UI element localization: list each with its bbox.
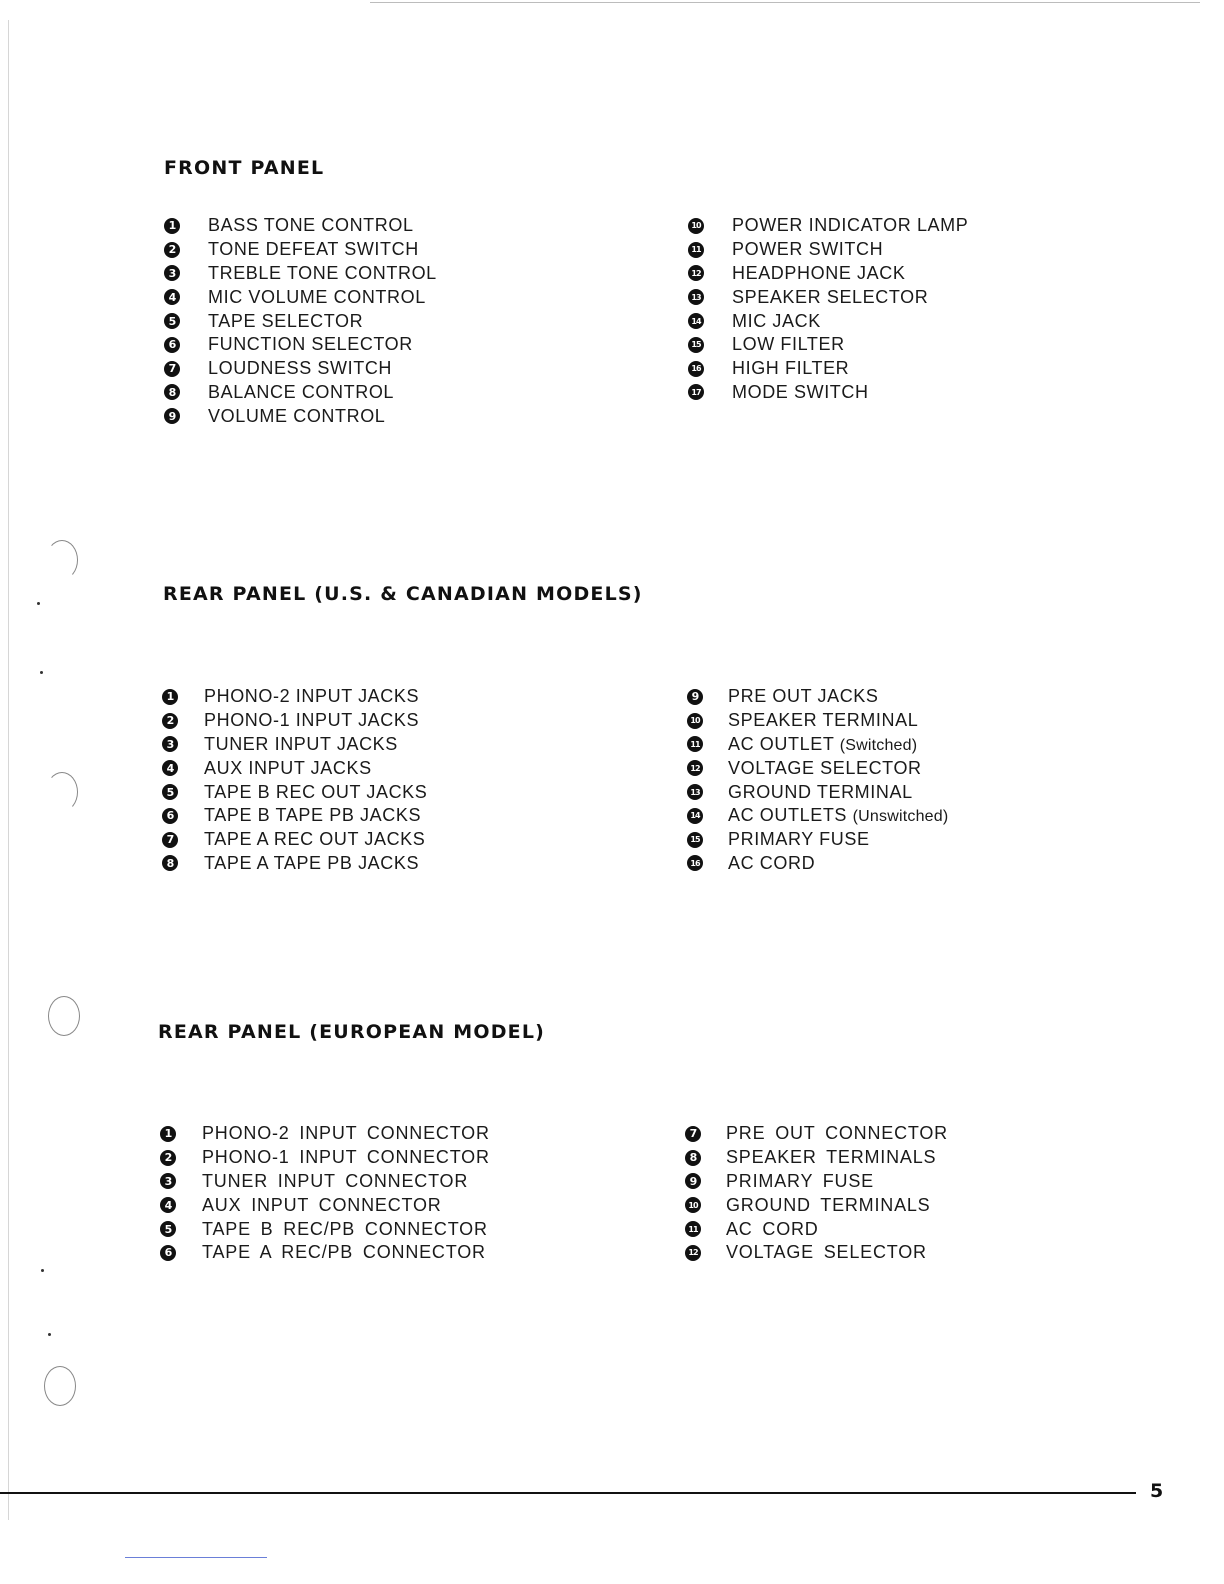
rear-panel-us-title: REAR PANEL (U.S. & CANADIAN MODELS): [163, 583, 643, 605]
binder-hole: [44, 1366, 76, 1406]
item-label: TONE DEFEAT SWITCH: [208, 239, 419, 260]
front-panel-left-list: [164, 214, 437, 428]
item-label-note: (Unswitched): [852, 808, 949, 826]
list-item: [164, 404, 437, 428]
item-label: PRE OUT JACKS: [728, 686, 879, 707]
number-badge: 7: [164, 361, 180, 377]
number-badge: 9: [687, 689, 703, 705]
item-label: PRE OUT CONNECTOR: [726, 1123, 948, 1144]
list-item: [685, 1122, 948, 1146]
list-item: [164, 309, 437, 333]
binder-hole: [48, 996, 80, 1036]
rear-panel-eu-left-list: [160, 1122, 490, 1265]
number-badge: 10: [687, 713, 703, 729]
scan-speck: [37, 602, 40, 605]
item-label: AC CORD: [728, 852, 816, 873]
number-badge: 5: [160, 1221, 176, 1237]
number-badge: 10: [685, 1197, 701, 1213]
item-label: GROUND TERMINAL: [728, 781, 913, 802]
list-item: [687, 685, 948, 709]
item-label: PHONO-2 INPUT CONNECTOR: [202, 1123, 490, 1144]
number-badge: 17: [688, 384, 704, 400]
rear-panel-eu-title: REAR PANEL (EUROPEAN MODEL): [158, 1021, 546, 1043]
list-item: [162, 685, 427, 709]
item-label: AC CORD: [726, 1218, 819, 1239]
list-item: [688, 309, 968, 333]
item-label: PHONO-1 INPUT CONNECTOR: [202, 1147, 490, 1168]
item-label: [728, 805, 948, 826]
list-item: [160, 1241, 490, 1265]
list-item: [687, 780, 948, 804]
list-item: [164, 333, 437, 357]
number-badge: 3: [162, 736, 178, 752]
list-item: [685, 1217, 948, 1241]
page-number: 5: [1150, 1480, 1164, 1502]
item-label: HEADPHONE JACK: [732, 262, 906, 283]
list-item: [687, 828, 948, 852]
binder-hole: [46, 772, 78, 812]
list-item: [688, 381, 968, 405]
item-label: VOLUME CONTROL: [208, 405, 386, 426]
item-label-note: (Switched): [839, 736, 918, 754]
list-item: [688, 238, 968, 262]
list-item: [162, 780, 427, 804]
item-label: LOW FILTER: [732, 334, 845, 355]
number-badge: 1: [162, 689, 178, 705]
item-label: MODE SWITCH: [732, 381, 869, 402]
number-badge: 14: [688, 313, 704, 329]
number-badge: 7: [685, 1126, 701, 1142]
item-label-main: AC OUTLETS: [728, 805, 848, 826]
list-item: [687, 804, 948, 828]
item-label: SPEAKER TERMINAL: [728, 710, 919, 731]
number-badge: 13: [687, 784, 703, 800]
number-badge: 8: [162, 855, 178, 871]
number-badge: 6: [164, 337, 180, 353]
list-item: [687, 756, 948, 780]
front-panel-right-list: [688, 214, 968, 404]
number-badge: 2: [160, 1150, 176, 1166]
item-label: GROUND TERMINALS: [726, 1194, 931, 1215]
item-label-main: AC OUTLET: [728, 733, 835, 754]
list-item: [685, 1170, 948, 1194]
number-badge: 11: [688, 242, 704, 258]
item-label: VOLTAGE SELECTOR: [728, 757, 922, 778]
number-badge: 8: [685, 1150, 701, 1166]
list-item: [685, 1146, 948, 1170]
number-badge: 1: [160, 1126, 176, 1142]
list-item: [162, 804, 427, 828]
list-item: [162, 756, 427, 780]
number-badge: 10: [688, 218, 704, 234]
item-label: VOLTAGE SELECTOR: [726, 1242, 927, 1263]
item-label: FUNCTION SELECTOR: [208, 334, 413, 355]
item-label: TREBLE TONE CONTROL: [208, 262, 437, 283]
number-badge: 4: [164, 289, 180, 305]
list-item: [160, 1193, 490, 1217]
item-label: TAPE SELECTOR: [208, 310, 364, 331]
front-panel-title: FRONT PANEL: [164, 157, 325, 179]
number-badge: 3: [160, 1173, 176, 1189]
item-label: MIC VOLUME CONTROL: [208, 286, 426, 307]
number-badge: 12: [688, 265, 704, 281]
list-item: [162, 828, 427, 852]
list-item: [685, 1241, 948, 1265]
number-badge: 12: [687, 760, 703, 776]
item-label: SPEAKER SELECTOR: [732, 286, 929, 307]
item-label: TUNER INPUT JACKS: [204, 733, 398, 754]
item-label: TAPE A REC/PB CONNECTOR: [202, 1242, 486, 1263]
item-label: POWER INDICATOR LAMP: [732, 215, 969, 236]
number-badge: 7: [162, 832, 178, 848]
scan-speck: [40, 671, 43, 674]
list-item: [685, 1193, 948, 1217]
item-label: POWER SWITCH: [732, 239, 884, 260]
number-badge: 15: [688, 337, 704, 353]
number-badge: 16: [688, 361, 704, 377]
item-label: AUX INPUT CONNECTOR: [202, 1194, 442, 1215]
number-badge: 12: [685, 1245, 701, 1261]
number-badge: 6: [160, 1245, 176, 1261]
list-item: [164, 214, 437, 238]
list-item: [688, 214, 968, 238]
list-item: [164, 262, 437, 286]
list-item: [688, 262, 968, 286]
list-item: [162, 733, 427, 757]
number-badge: 6: [162, 808, 178, 824]
list-item: [688, 357, 968, 381]
list-item: [688, 333, 968, 357]
number-badge: 11: [687, 736, 703, 752]
number-badge: 14: [687, 808, 703, 824]
number-badge: 4: [162, 760, 178, 776]
list-item: [164, 357, 437, 381]
item-label: TUNER INPUT CONNECTOR: [202, 1170, 469, 1191]
number-badge: 4: [160, 1197, 176, 1213]
item-label: PHONO-2 INPUT JACKS: [204, 686, 420, 707]
scan-artifact-top: [370, 2, 1200, 3]
item-label: BALANCE CONTROL: [208, 381, 395, 402]
item-label: TAPE A REC OUT JACKS: [204, 829, 426, 850]
list-item: [160, 1217, 490, 1241]
number-badge: 5: [164, 313, 180, 329]
number-badge: 11: [685, 1221, 701, 1237]
number-badge: 2: [162, 713, 178, 729]
number-badge: 13: [688, 289, 704, 305]
rear-panel-us-right-list: [687, 685, 948, 875]
list-item: [162, 852, 427, 876]
number-badge: 1: [164, 218, 180, 234]
rear-panel-us-left-list: [162, 685, 427, 875]
item-label: PHONO-1 INPUT JACKS: [204, 710, 420, 731]
list-item: [687, 852, 948, 876]
item-label: TAPE A TAPE PB JACKS: [204, 852, 420, 873]
list-item: [687, 733, 948, 757]
number-badge: 15: [687, 832, 703, 848]
item-label: TAPE B REC OUT JACKS: [204, 781, 428, 802]
binder-hole: [46, 540, 78, 580]
item-label: TAPE B REC/PB CONNECTOR: [202, 1218, 488, 1239]
scan-speck: [48, 1333, 51, 1336]
item-label: LOUDNESS SWITCH: [208, 358, 393, 379]
item-label: SPEAKER TERMINALS: [726, 1147, 937, 1168]
list-item: [160, 1122, 490, 1146]
item-label: [728, 734, 917, 755]
list-item: [164, 238, 437, 262]
list-item: [160, 1170, 490, 1194]
rear-panel-eu-right-list: [685, 1122, 948, 1265]
scan-artifact-bottom: [125, 1557, 267, 1558]
list-item: [688, 285, 968, 309]
number-badge: 9: [164, 408, 180, 424]
item-label: AUX INPUT JACKS: [204, 757, 372, 778]
page-edge-line: [8, 20, 9, 1520]
footer-rule: [0, 1492, 1136, 1494]
item-label: MIC JACK: [732, 310, 821, 331]
number-badge: 3: [164, 265, 180, 281]
number-badge: 9: [685, 1173, 701, 1189]
number-badge: 5: [162, 784, 178, 800]
list-item: [162, 709, 427, 733]
number-badge: 2: [164, 242, 180, 258]
item-label: TAPE B TAPE PB JACKS: [204, 805, 422, 826]
scan-speck: [41, 1269, 44, 1272]
item-label: BASS TONE CONTROL: [208, 215, 414, 236]
number-badge: 16: [687, 855, 703, 871]
list-item: [687, 709, 948, 733]
list-item: [164, 285, 437, 309]
item-label: HIGH FILTER: [732, 358, 850, 379]
item-label: PRIMARY FUSE: [726, 1170, 874, 1191]
item-label: PRIMARY FUSE: [728, 829, 870, 850]
list-item: [160, 1146, 490, 1170]
number-badge: 8: [164, 384, 180, 400]
list-item: [164, 381, 437, 405]
